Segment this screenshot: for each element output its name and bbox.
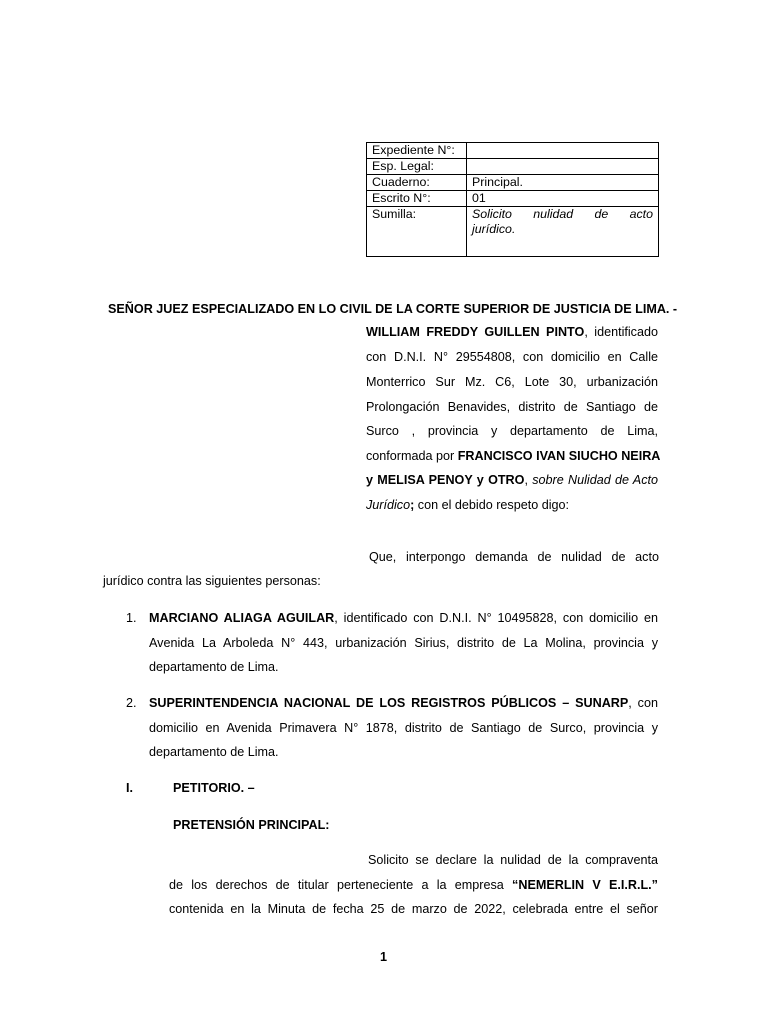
field-value <box>467 143 659 159</box>
intro-text: con el debido respeto digo: <box>414 498 570 512</box>
field-value: 01 <box>467 191 659 207</box>
intro-subject: sobre Nulidad de Acto <box>532 473 659 487</box>
field-label: Expediente N°: <box>367 143 467 159</box>
defendant-line: departamento de Lima. <box>149 745 279 759</box>
case-info-table <box>366 142 659 257</box>
intro-line <box>366 498 569 512</box>
intro-text: , identificado <box>584 325 658 339</box>
company-name: “NEMERLIN V E.I.R.L.” <box>512 878 658 892</box>
sumilla-line: Solicito nulidad de acto <box>472 207 653 221</box>
defendant-name: MARCIANO ALIAGA AGUILAR <box>149 611 335 625</box>
intro-line <box>366 325 658 339</box>
defendant-line <box>149 611 658 625</box>
representative-name: y MELISA PENOY y OTRO <box>366 473 525 487</box>
table-row <box>367 175 659 191</box>
field-value <box>467 207 659 257</box>
field-label: Escrito N°: <box>367 191 467 207</box>
field-value <box>467 159 659 175</box>
section-title: PETITORIO. – <box>173 781 255 795</box>
section-number: I. <box>126 781 133 795</box>
plaintiff-name: WILLIAM FREDDY GUILLEN PINTO <box>366 325 585 339</box>
petition-line: contenida en la Minuta de fecha 25 de marzo de 2022, celebrada entre el señor <box>169 902 658 916</box>
table-row <box>367 191 659 207</box>
defendant-line <box>149 696 658 710</box>
table-row <box>367 143 659 159</box>
intro-text: , <box>524 473 533 487</box>
addressee: SEÑOR JUEZ ESPECIALIZADO EN LO CIVIL DE LA CORTE SUPERIOR DE JUSTICIA DE LIMA. - <box>108 302 678 316</box>
field-label: Cuaderno: <box>367 175 467 191</box>
page-number: 1 <box>380 950 388 964</box>
table-row <box>367 159 659 175</box>
intro-line: Surco , provincia y departamento de Lima, <box>366 424 658 438</box>
intro-line: Monterrico Sur Mz. C6, Lote 30, urbanización <box>366 375 658 389</box>
intro-line: Prolongación Benavides, distrito de Santiago de <box>366 400 658 414</box>
petition-line <box>169 878 658 892</box>
intro-text: conformada por <box>366 449 458 463</box>
field-label: Esp. Legal: <box>367 159 467 175</box>
intro-line: con D.N.I. N° 29554808, con domicilio en Calle <box>366 350 658 364</box>
intro-text: ; <box>410 498 415 512</box>
representative-name: FRANCISCO IVAN SIUCHO NEIRA <box>457 449 661 463</box>
field-label: Sumilla: <box>367 207 467 257</box>
intro-line <box>366 473 658 487</box>
defendant-line: Avenida La Arboleda N° 443, urbanización Sirius, distrito de La Molina, provincia y <box>149 636 658 650</box>
sumilla-line: jurídico. <box>472 222 516 236</box>
subsection-title: PRETENSIÓN PRINCIPAL: <box>173 818 330 832</box>
table-row <box>367 207 659 257</box>
intro-line <box>366 449 661 463</box>
field-value: Principal. <box>467 175 659 191</box>
petition-line: Solicito se declare la nulidad de la compraventa <box>368 853 658 867</box>
defendant-line: domicilio en Avenida Primavera N° 1878, distrito de Santiago de Surco, provincia y <box>149 721 658 735</box>
list-number: 1. <box>126 611 137 625</box>
demand-line: Que, interpongo demanda de nulidad de acto <box>369 550 659 564</box>
intro-subject: Jurídico <box>366 498 411 512</box>
defendant-text: , con <box>628 696 658 710</box>
defendant-line: departamento de Lima. <box>149 660 279 674</box>
defendant-name: SUPERINTENDENCIA NACIONAL DE LOS REGISTROS PÚBLICOS – SUNARP <box>149 696 629 710</box>
demand-line: jurídico contra las siguientes personas: <box>103 574 321 588</box>
list-number: 2. <box>126 696 137 710</box>
defendant-text: , identificado con D.N.I. N° 10495828, con domicilio en <box>334 611 658 625</box>
petition-text: de los derechos de titular perteneciente a la empresa <box>169 878 513 892</box>
